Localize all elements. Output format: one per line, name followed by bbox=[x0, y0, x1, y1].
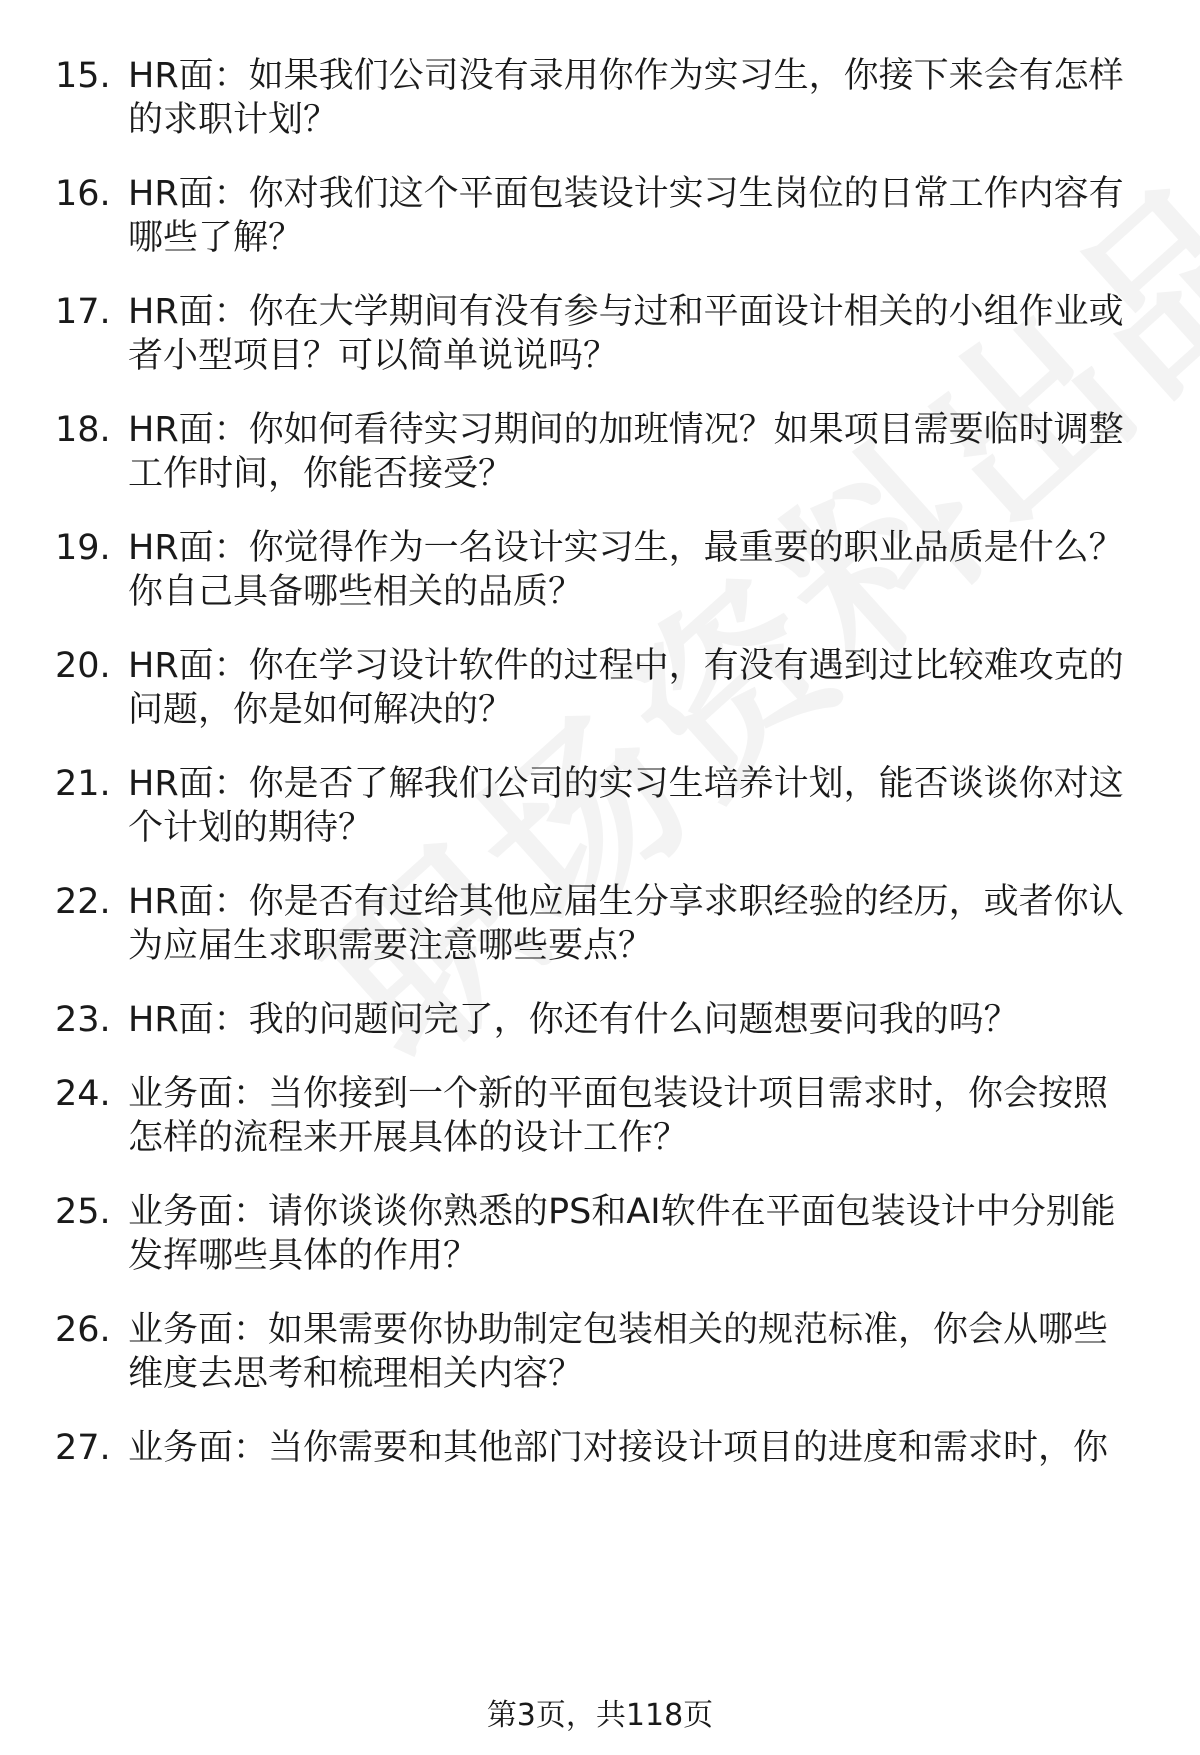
question-line: HR面：我的问题问完了，你还有什么问题想要问我的吗？ bbox=[128, 1000, 1019, 1040]
question-number: 19. bbox=[55, 528, 111, 568]
question-line: 维度去思考和梳理相关内容？ bbox=[128, 1354, 584, 1394]
question-text bbox=[128, 1308, 1158, 1396]
question-number: 17. bbox=[55, 292, 111, 332]
question-line: HR面：你在大学期间有没有参与过和平面设计相关的小组作业或 bbox=[128, 292, 1124, 332]
question-line: 个计划的期待？ bbox=[128, 808, 374, 848]
question-number: 22. bbox=[55, 882, 111, 922]
question-line: 你自己具备哪些相关的品质？ bbox=[128, 572, 584, 612]
question-number: 25. bbox=[55, 1192, 111, 1232]
question-line: HR面：你对我们这个平面包装设计实习生岗位的日常工作内容有 bbox=[128, 174, 1124, 214]
question-text bbox=[128, 290, 1158, 378]
question-text bbox=[128, 644, 1158, 732]
question-line: 业务面：当你需要和其他部门对接设计项目的进度和需求时，你 bbox=[128, 1428, 1109, 1468]
question-text bbox=[128, 172, 1158, 260]
question-text bbox=[128, 408, 1158, 496]
question-number: 24. bbox=[55, 1074, 111, 1114]
question-number: 16. bbox=[55, 174, 111, 214]
question-line: 发挥哪些具体的作用？ bbox=[128, 1236, 479, 1276]
question-text bbox=[128, 1072, 1158, 1160]
question-number: 23. bbox=[55, 1000, 111, 1040]
question-line: HR面：你是否有过给其他应届生分享求职经验的经历，或者你认 bbox=[128, 882, 1124, 922]
question-line: 哪些了解？ bbox=[128, 218, 304, 258]
question-number: 26. bbox=[55, 1310, 111, 1350]
question-text bbox=[128, 762, 1158, 850]
question-number: 27. bbox=[55, 1428, 111, 1468]
question-text bbox=[128, 1426, 1158, 1470]
question-line: HR面：你觉得作为一名设计实习生，最重要的职业品质是什么？ bbox=[128, 528, 1124, 568]
question-number: 20. bbox=[55, 646, 111, 686]
question-line: 业务面：请你谈谈你熟悉的PS和AI软件在平面包装设计中分别能 bbox=[128, 1192, 1116, 1232]
question-line: HR面：你是否了解我们公司的实习生培养计划，能否谈谈你对这 bbox=[128, 764, 1124, 804]
question-line: 工作时间，你能否接受？ bbox=[128, 454, 514, 494]
question-text bbox=[128, 998, 1158, 1042]
question-text bbox=[128, 1190, 1158, 1278]
page-footer: 第3页，共118页 bbox=[486, 1698, 714, 1733]
question-line: HR面：你在学习设计软件的过程中，有没有遇到过比较难攻克的 bbox=[128, 646, 1124, 686]
question-line: 的求职计划？ bbox=[128, 100, 339, 140]
question-number: 15. bbox=[55, 56, 111, 96]
question-line: 为应届生求职需要注意哪些要点？ bbox=[128, 926, 654, 966]
question-text bbox=[128, 526, 1158, 614]
question-line: 问题，你是如何解决的？ bbox=[128, 690, 514, 730]
question-line: 者小型项目？可以简单说说吗？ bbox=[128, 336, 619, 376]
question-line: 怎样的流程来开展具体的设计工作？ bbox=[128, 1118, 689, 1158]
question-text bbox=[128, 54, 1158, 142]
question-line: HR面：你如何看待实习期间的加班情况？如果项目需要临时调整 bbox=[128, 410, 1124, 450]
question-line: 业务面：如果需要你协助制定包装相关的规范标准，你会从哪些 bbox=[128, 1310, 1109, 1350]
question-line: HR面：如果我们公司没有录用你作为实习生，你接下来会有怎样 bbox=[128, 56, 1124, 96]
question-number: 21. bbox=[55, 764, 111, 804]
question-text bbox=[128, 880, 1158, 968]
question-line: 业务面：当你接到一个新的平面包装设计项目需求时，你会按照 bbox=[128, 1074, 1109, 1114]
question-number: 18. bbox=[55, 410, 111, 450]
